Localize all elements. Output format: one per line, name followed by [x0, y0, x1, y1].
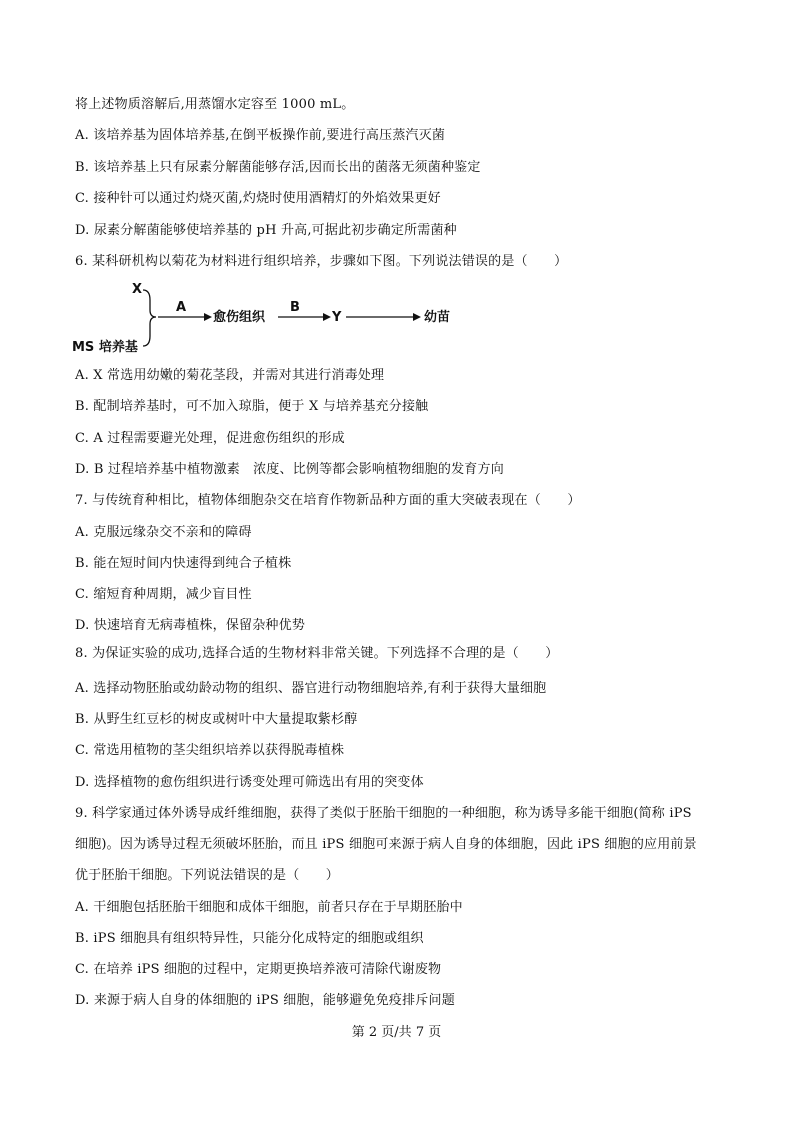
- q5-option-c: C. 接种针可以通过灼烧灭菌,灼烧时使用酒精灯的外焰效果更好: [75, 191, 441, 206]
- q5-option-d: D. 尿素分解菌能够使培养基的 pH 升高,可据此初步确定所需菌种: [75, 223, 457, 238]
- flow-label-ms: MS 培养基: [72, 340, 138, 355]
- q9-option-a: A. 干细胞包括胚胎干细胞和成体干细胞，前者只存在于早期胚胎中: [75, 900, 463, 915]
- q9-option-c: C. 在培养 iPS 细胞的过程中，定期更换培养液可清除代谢废物: [75, 962, 442, 977]
- q7-stem: 7. 与传统育种相比，植物体细胞杂交在培育作物新品种方面的重大突破表现在（ ）: [75, 493, 581, 508]
- q8-option-b: B. 从野生红豆杉的树皮或树叶中大量提取紫杉醇: [75, 712, 358, 727]
- q8-option-a: A. 选择动物胚胎或幼龄动物的组织、器官进行动物细胞培养,有利于获得大量细胞: [75, 681, 547, 696]
- flow-label-x: X: [132, 282, 143, 297]
- tissue-culture-flowchart: [68, 280, 451, 360]
- q7-option-c: C. 缩短育种周期，减少盲目性: [75, 587, 252, 602]
- q6-option-c: C. A 过程需要避光处理，促进愈伤组织的形成: [75, 431, 345, 446]
- q8-stem: 8. 为保证实验的成功,选择合适的生物材料非常关键。下列选择不合理的是（ ）: [75, 646, 559, 661]
- arrow-a-head: [204, 313, 212, 321]
- text-line-intro: 将上述物质溶解后,用蒸馏水定容至 1000 mL。: [75, 97, 355, 112]
- q6-option-a: A. X 常选用幼嫩的菊花茎段，并需对其进行消毒处理: [75, 368, 385, 383]
- q6-stem: 6. 某科研机构以菊花为材料进行组织培养，步骤如下图。下列说法错误的是（ ）: [75, 254, 568, 269]
- q7-option-d: D. 快速培育无病毒植株，保留杂种优势: [75, 618, 306, 633]
- q6-option-b: B. 配制培养基时，可不加入琼脂，便于 X 与培养基充分接触: [75, 399, 429, 414]
- arrow-b-head: [323, 313, 331, 321]
- q5-option-b: B. 该培养基上只有尿素分解菌能够存活,因而长出的菌落无须菌种鉴定: [75, 160, 481, 175]
- brace-shape: [143, 290, 156, 346]
- q9-stem-line-1: 9. 科学家通过体外诱导成纤维细胞，获得了类似于胚胎干细胞的一种细胞，称为诱导多能干细胞(简称 iPS: [75, 806, 692, 821]
- flow-label-b: B: [290, 300, 300, 315]
- q8-option-d: D. 选择植物的愈伤组织进行诱变处理可筛选出有用的突变体: [75, 775, 424, 790]
- page-footer: 第 2 页/共 7 页: [351, 1025, 442, 1040]
- q7-option-a: A. 克服远缘杂交不亲和的障碍: [75, 525, 252, 540]
- flow-label-a: A: [176, 300, 187, 315]
- flow-label-callus: 愈伤组织: [213, 310, 266, 325]
- q9-option-b: B. iPS 细胞具有组织特异性，只能分化成特定的细胞或组织: [75, 931, 424, 946]
- q7-option-b: B. 能在短时间内快速得到纯合子植株: [75, 556, 292, 571]
- flow-label-seedling: 幼苗: [424, 310, 451, 325]
- flow-label-y: Y: [332, 310, 342, 325]
- q6-option-d: D. B 过程培养基中植物激素 浓度、比例等都会影响植物细胞的发育方向: [75, 462, 504, 477]
- q9-stem-line-3: 优于胚胎干细胞。下列说法错误的是（ ）: [75, 868, 340, 883]
- q5-option-a: A. 该培养基为固体培养基,在倒平板操作前,要进行高压蒸汽灭菌: [75, 128, 446, 143]
- q8-option-c: C. 常选用植物的茎尖组织培养以获得脱毒植株: [75, 743, 345, 758]
- arrow-y-head: [413, 313, 421, 321]
- q9-option-d: D. 来源于病人自身的体细胞的 iPS 细胞，能够避免免疫排斥问题: [75, 993, 455, 1008]
- q9-stem-line-2: 细胞)。因为诱导过程无须破坏胚胎，而且 iPS 细胞可来源于病人自身的体细胞，因此 iPS 细胞的应用前景: [75, 837, 697, 852]
